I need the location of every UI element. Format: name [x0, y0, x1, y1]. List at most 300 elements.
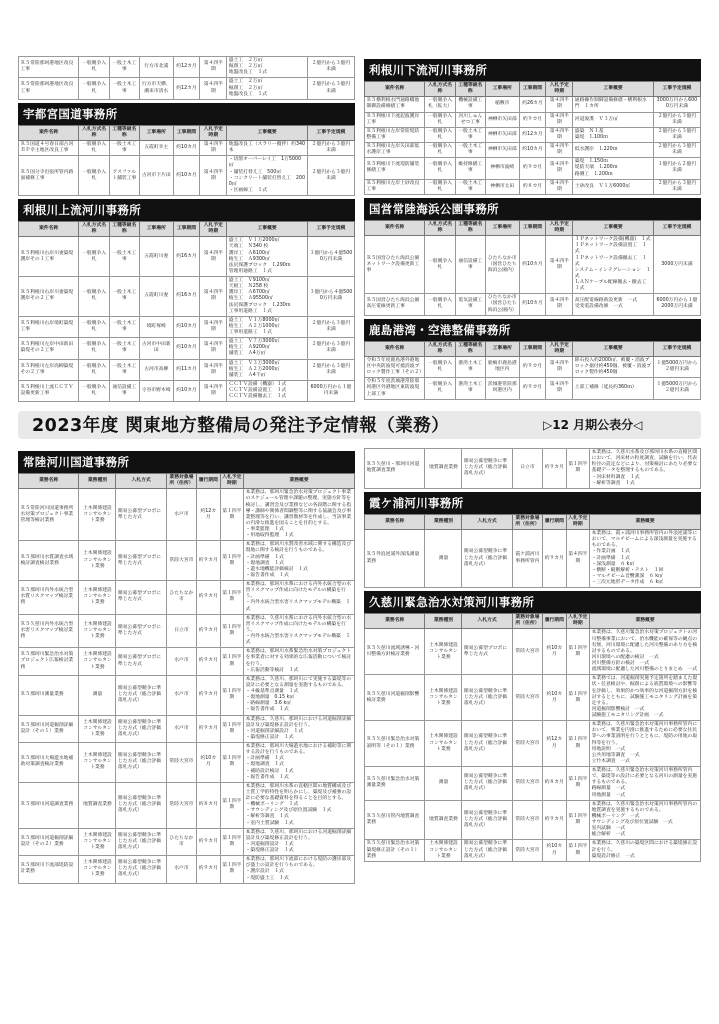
table-row	[19, 338, 355, 359]
table-row	[19, 380, 355, 401]
table-cell: 簡易公募型競争に準じた方式（総合評価落札方式）	[462, 767, 512, 801]
table-cell: 第４四半期	[566, 530, 590, 588]
table-cell: Ｒ５久慈川河道掘削影響検討業務	[365, 675, 425, 721]
table-cell: 土木関係建設コンサルタント業務	[79, 743, 116, 783]
table-row	[365, 143, 701, 158]
banner-title: 2023年度 関東地方整備局の発注予定情報（業務）	[32, 416, 450, 436]
table-cell: 第１四半期	[566, 721, 590, 767]
column-header: 入札方式名称	[79, 125, 109, 140]
table-cell: Ｒ５那珂川河道調査業務	[19, 782, 79, 828]
table-cell: Ｒ５国分寺出張所管内路面補修工事	[19, 156, 79, 196]
table-cell: ＣＣＴＶ設備（機器）１式 ＣＣＴＶ設備設置工 １式 ＣＣＴＶ設備撤去工 １式	[227, 380, 308, 401]
column-header: 業務種別	[425, 514, 462, 529]
table-cell: 6000万円から１億円未満	[307, 380, 354, 401]
table-cell: 茨城港常陸那珂港区内	[485, 378, 519, 399]
table-cell: 約９カ月	[197, 541, 221, 581]
column-header: 工事期間	[519, 341, 546, 356]
table-cell: 約12カ月	[519, 127, 546, 142]
table-cell: 本業務は、那珂川下流部における堤防の護岸部及び盛土の設計を行うものである。 ・護岸設計 １式 ・堤防盛土工 １式	[244, 856, 355, 884]
table-cell: 約10カ月	[519, 236, 546, 294]
column-header: 工種等級名称	[109, 222, 139, 237]
table-cell: 第１四半期	[220, 675, 244, 715]
table-cell: 第４四半期	[546, 236, 573, 294]
table-row	[365, 236, 701, 294]
table-row	[19, 675, 355, 715]
table-cell: 築堤 Ｌ150ｍ 堤防天端 Ｌ200ｍ 路側工 Ｌ200ｍ	[573, 158, 654, 179]
table-cell: 一般競争入札	[425, 356, 455, 377]
table-cell: 盛築 Ｎ１基 築堤 Ｌ100ｍ	[573, 127, 654, 142]
table-cell: Ｒ５那珂川大場遊水地補助対策調査検討業務	[19, 743, 79, 783]
table-cell: 境町塚崎	[139, 316, 173, 337]
table-cell: 第１四半期	[220, 828, 244, 856]
table-header-row	[365, 341, 701, 356]
table-cell: １億5000万円から２億円未満	[653, 356, 700, 377]
table-row	[19, 277, 355, 317]
table-row	[19, 743, 355, 783]
table-cell: 水戸市	[166, 648, 196, 676]
table-cell: Ｒ５利根川右岸境町築堤工事	[19, 316, 79, 337]
table-cell: 一般土木工事	[109, 359, 139, 380]
table-row	[19, 316, 355, 337]
column-header: 工事概要	[573, 82, 654, 97]
left-bottom-column	[18, 448, 355, 884]
table-cell: 土木関係建設コンサルタント業務	[79, 489, 116, 541]
table-cell: 常陸大宮市	[512, 800, 542, 840]
table-cell: Ｒ５久慈川内外水統合型水害リスクマップ検討業務	[19, 614, 79, 648]
table-cell: Ｒ５那珂川下流部堤防設計業務	[19, 856, 79, 884]
table-cell: 一般競争入札	[425, 143, 455, 158]
table-cell: 土木関係建設コンサルタント業務	[425, 629, 462, 675]
table-cell: Ｒ５利根川左岸矢田部低水護岸工事	[365, 143, 425, 158]
table-row	[365, 800, 701, 840]
table-cell: 一般競争入札	[79, 57, 109, 78]
column-header: 業務種別	[425, 614, 462, 629]
office-section-header: 霞ケ浦河川事務所	[364, 492, 701, 514]
table-cell: 第１四半期	[220, 782, 244, 828]
table-row	[365, 158, 701, 179]
column-header: 業務概要	[590, 614, 701, 629]
table-cell: 約10カ月	[543, 629, 567, 675]
right-bottom-column	[364, 448, 701, 862]
office-section-header: 常陸河川国道事務所	[18, 451, 355, 473]
table-cell: 約11カ月	[173, 359, 200, 380]
bid-table	[364, 514, 701, 588]
table-cell: 簡易公募型競争に準じた方式（総合評価落札方式）	[116, 715, 166, 743]
table-cell: 守谷市野木崎	[139, 380, 173, 401]
table-cell: 地質調査業務	[79, 782, 116, 828]
table-cell: 簡易公募型競争に準じた方式（総合評価落札方式）	[116, 828, 166, 856]
table-row	[19, 856, 355, 884]
table-cell: 古河市高柳	[139, 359, 173, 380]
table-cell: 本業務は、那珂川水系における内外水統合型の水害リスクマップ作成に向けたモデルの構築を行う。 ・内外水統合型水害リスクマップモデル構築 １式	[244, 581, 355, 615]
table-cell: 一般競争入札	[425, 378, 455, 399]
table-cell: 第４四半期	[546, 112, 573, 127]
table-cell: Ｒ５外浪逆浦外深浅測量業務	[365, 530, 425, 588]
column-header: 工事概要	[573, 220, 654, 235]
table-cell: Ｒ５利根川下流起波護岸工事	[365, 112, 425, 127]
table-row	[19, 57, 355, 78]
table-cell: 本業務は、久慈川、那珂川にて実施する築堤等の設計に必要となる測量を実施するものである。 ・４級基準点測量 １式 ・現地測量 0.15 k㎡ ・路線測量 3.6 k㎡ ・報告書作成 １式	[244, 675, 355, 715]
table-cell: 本業務は、久慈川、那珂川における河道掘削詳細設計及び築堤修正設計を行う。 ・河道掘削設計 １式 ・築堤修正設計 １式	[244, 828, 355, 856]
column-header: 入札予定時期	[546, 341, 573, 356]
column-header: 工事場所	[485, 82, 519, 97]
table-cell: 一般競争入札	[79, 141, 109, 156]
table-cell: 日立市	[166, 614, 196, 648]
table-cell: 除石投入約2000㎡、被覆・消波ブロック据付約450個、被覆・消波ブロック製作約450個	[573, 356, 654, 377]
office-section-header: 国営常陸海浜公園事務所	[364, 198, 701, 220]
table-cell: 第４四半期	[546, 97, 573, 112]
table-row	[365, 179, 701, 194]
column-header: 入札方式	[462, 614, 512, 629]
bid-table	[364, 341, 701, 400]
table-cell: 約12カ月	[197, 489, 221, 541]
table-cell: 行方市天横、潮来市清水	[139, 78, 173, 99]
table-cell: 水戸市	[166, 675, 196, 715]
column-header: 工事場所	[485, 220, 519, 235]
table-cell: 本業務は、那珂川水系の直轄区間の地質構成及び土質工学的特性を明らかにし、築堤及び補強の設計に必要な基礎資料を得ることを目的とする。 ・機械ボーリング １式 ・サウンディング及び原位置試験 １式 ・解析等調査 １式 ・室内土質試験 １式	[244, 782, 355, 828]
table-cell: 水戸市	[166, 489, 196, 541]
table-cell: 稲敷市	[485, 97, 519, 112]
table-cell: 約９カ月	[543, 449, 567, 489]
column-header: 工事概要	[227, 125, 308, 140]
office-section-header: 鹿島港湾・空港整備事務所	[364, 319, 701, 341]
table-cell: 第１四半期	[566, 800, 590, 840]
table-row	[365, 294, 701, 315]
table-cell: 簡易公募型プロポに準じた方式	[116, 648, 166, 676]
table-cell: 行方市北浦	[139, 57, 173, 78]
table-cell: 簡易公募型競争に準じた方式（総合評価落札方式）	[462, 675, 512, 721]
table-cell: アスファルト舗装工事	[109, 156, 139, 196]
table-cell: 約９カ月	[197, 581, 221, 615]
table-cell: 第１四半期	[220, 581, 244, 615]
table-cell: 古河市中田新田	[139, 338, 173, 359]
table-cell: 一般土木工事	[109, 277, 139, 317]
table-cell: 簡易公募型プロポに準じた方式	[116, 614, 166, 648]
table-cell: 盛土工 ２万㎥ 掘削工 ２万㎥ 地盤改良工 １式	[227, 57, 308, 78]
table-cell: 約10カ月	[173, 141, 200, 156]
table-cell: Ｒ５国営ひたち海浜公園ネットワーク設備更新工事	[365, 236, 425, 294]
bulletin-banner	[18, 411, 701, 439]
table-cell: 土木関係建設コンサルタント業務	[79, 541, 116, 581]
table-cell: 約９カ月	[519, 158, 546, 179]
table-cell: ２億円から３億円未満	[653, 179, 700, 194]
table-header-row	[19, 125, 355, 140]
table-row	[365, 530, 701, 588]
table-cell: 神栖市矢田部	[485, 127, 519, 142]
table-cell: 一般競争入札	[79, 380, 109, 401]
table-cell: 高圧配電線路新設更新 一式 受変電設備改修 一式	[573, 294, 654, 315]
column-header: 工事予定規模	[307, 125, 354, 140]
column-header: 案件名称	[19, 125, 79, 140]
table-cell: 約10カ月	[519, 294, 546, 315]
table-cell: ひたちなか市	[166, 828, 196, 856]
bid-table	[18, 56, 355, 100]
table-cell: Ｒ５那珂川河道掘削詳細設計（その１）業務	[19, 715, 79, 743]
table-cell: 第１四半期	[566, 767, 590, 801]
table-cell: 地質調査業務	[425, 800, 462, 840]
table-cell: 一般競争入札	[79, 316, 109, 337]
column-header: 工事概要	[573, 341, 654, 356]
table-cell: 一般競争入札	[425, 112, 455, 127]
table-cell: Ｒ５国営ひたち海浜公園高圧電線更新工事	[365, 294, 425, 315]
table-cell: Ｒ５久慈川・那珂川河道地質調査業務	[365, 449, 425, 489]
table-cell: 簡易公募型競争に準じた方式（総合評価落札方式）	[462, 721, 512, 767]
table-header-row	[365, 82, 701, 97]
table-cell: Ｒ５那珂川河道掘削詳細設計（その２）業務	[19, 828, 79, 856]
table-cell: 第１四半期	[220, 541, 244, 581]
table-cell: Ｒ５久慈川緊急治水対策説明等（その１）業務	[365, 721, 425, 767]
table-cell: 第１四半期	[220, 743, 244, 783]
table-cell: 測量	[79, 675, 116, 715]
table-cell: 約16カ月	[173, 237, 200, 277]
table-cell: 約10カ月	[173, 338, 200, 359]
table-cell: 一般土木工事	[455, 143, 485, 158]
table-cell: 約８カ月	[519, 179, 546, 194]
table-cell: 第４四半期	[546, 143, 573, 158]
table-row	[19, 782, 355, 828]
table-row	[19, 489, 355, 541]
table-row	[365, 675, 701, 721]
table-cell: 簡易公募型競争に準じた方式（総合評価落札方式）	[116, 782, 166, 828]
table-cell: ひたちなか市	[166, 581, 196, 615]
column-header: 工事予定規模	[307, 222, 354, 237]
table-cell: 水戸市	[166, 856, 196, 884]
table-row	[19, 141, 355, 156]
table-cell: 第１四半期	[220, 648, 244, 676]
table-cell: ひたちなか市（国営ひたち海浜公園内）	[485, 236, 519, 294]
table-cell: 港湾土木工事	[455, 378, 485, 399]
table-cell: 簡易公募型競争に準じた方式（総合評価落札方式）	[462, 530, 512, 588]
table-cell: 第４四半期	[200, 338, 227, 359]
table-cell: 一般競争入札	[425, 158, 455, 179]
table-cell: 土木関係建設コンサルタント業務	[425, 675, 462, 721]
column-header: 入札方式名称	[425, 82, 455, 97]
table-cell: 水戸市	[166, 715, 196, 743]
table-cell: １億5000万円から２億円未満	[653, 378, 700, 399]
table-cell: 第４四半期	[200, 277, 227, 317]
table-cell: 盛土工 Ｖ9100㎥ 天板工 Ｎ258 校 護岸工 Ａ6700㎡ 植生工 Ａ95500㎡ 法尻保護ブロック Ｌ230ｍ 工事用道路工 １式	[227, 277, 308, 317]
table-row	[365, 840, 701, 861]
table-cell: 維持修繕工事	[455, 158, 485, 179]
column-header: 業務名称	[365, 614, 425, 629]
column-header: 工事期間	[173, 222, 200, 237]
table-cell: 本業務は、久慈川水系における内外水統合型の水害リスクマップ作成に向けたモデルの構築を行う。 ・内外水統合型水害リスクマップモデル構築 １式	[244, 614, 355, 648]
table-cell: 簡易公募型プロポに準じた方式	[462, 629, 512, 675]
column-header: 案件名称	[365, 82, 425, 97]
column-header: 入札方式	[462, 514, 512, 529]
table-row	[365, 629, 701, 675]
table-cell: Ｒ５那珂川内外水統合型水質リスクマップ検討業務	[19, 581, 79, 615]
table-cell: 第４四半期	[200, 237, 227, 277]
column-header: 入札方式名称	[79, 222, 109, 237]
column-header: 履行期間	[543, 614, 567, 629]
table-cell: Ｒ５横利根水門通路橋他制御設備修繕工事	[365, 97, 425, 112]
table-cell: 簡易公募型競争に準じた方式（総合評価落札方式）	[462, 840, 512, 861]
table-cell: 盛土工 Ｖ１万2000㎥ 天端工 Ｎ340 校 護岸工 Ａ6100㎡ 植生工 Ａ9300㎡ 法尻保護ブロック Ｌ290ｍ 管理用通路工 １式	[227, 237, 308, 277]
table-cell: 一般競争入札	[425, 127, 455, 142]
table-cell: 第４四半期	[546, 378, 573, 399]
table-cell: Ｒ５久慈川緊急治水対策築堤修正設計（その１）業務	[365, 840, 425, 861]
table-cell: 約９カ月	[543, 800, 567, 840]
table-cell: 第１四半期	[566, 629, 590, 675]
table-cell: ２億円から３億円未満	[307, 359, 354, 380]
table-cell: 簡易公募型競争に準じた方式（総合評価落札方式）	[116, 675, 166, 715]
table-cell: Ｒ５常陸那珂港地区改良工事	[19, 57, 79, 78]
table-cell: 約16カ月	[173, 277, 200, 317]
table-cell: 土木関係建設コンサルタント業務	[79, 828, 116, 856]
table-cell: Ｒ５久慈川管内地質調査業務	[365, 800, 425, 840]
table-cell: 約10カ月	[197, 743, 221, 783]
table-row	[19, 541, 355, 581]
table-cell: 霞ケ浦河川事務所管内	[512, 530, 542, 588]
table-cell: 約10カ月	[173, 156, 200, 196]
table-cell: 約９カ月	[197, 715, 221, 743]
table-cell: 第４四半期	[546, 179, 573, 194]
column-header: 入札予定時期	[566, 514, 590, 529]
table-row	[365, 767, 701, 801]
table-cell: 第１四半期	[566, 449, 590, 489]
table-cell: 一般土木工事	[455, 127, 485, 142]
table-cell: Ｒ５那珂川水質調査水域検討調査検討業務	[19, 541, 79, 581]
table-cell: 一般競争入札	[425, 236, 455, 294]
table-cell: Ｒ５常陸那珂港地区改良工事	[19, 78, 79, 99]
table-cell: 約12カ月	[173, 57, 200, 78]
bid-table	[364, 81, 701, 195]
table-cell: 一般競争入札	[79, 156, 109, 196]
table-cell: 約８カ月	[543, 767, 567, 801]
table-row	[365, 449, 701, 489]
table-row	[365, 378, 701, 399]
table-row	[365, 112, 701, 127]
table-row	[365, 97, 701, 112]
table-cell: 簡易公募型競争に準じた方式（総合評価落札方式）	[462, 449, 512, 489]
table-cell: ３億円から４億5000万円未満	[307, 237, 354, 277]
table-cell: 約９カ月	[197, 648, 221, 676]
table-cell: 本業務では、河道掘削実施予定箇所を踏まえた現状・任意検討や、掘削による底質環境への影響等を評価し、効果的かつ効率的な河道掘削方針を検討するとともに、試験施工モニタリング計画を策定する。 河道掘削影響検討 一式 試験施工モニタリング計画 一式	[590, 675, 701, 721]
column-header: 案件名称	[365, 341, 425, 356]
table-cell: 河道浚渫 Ｖ３万㎥	[573, 112, 654, 127]
table-cell: 簡易公募型プロポに準じた方式	[116, 581, 166, 615]
table-cell: ３億円から４億5000万円未満	[307, 277, 354, 317]
table-row	[19, 715, 355, 743]
table-cell: 電気設備工事	[455, 294, 485, 315]
column-header: 工事予定規模	[653, 220, 700, 235]
table-cell: ひたちなか市（国営ひたち海浜公園内）	[485, 294, 519, 315]
bid-table	[364, 613, 701, 862]
table-cell: 簡易公募型競争に準じた方式（総合評価落札方式）	[116, 856, 166, 884]
table-cell: Ｒ５利根川左岸土砂改良工事	[365, 179, 425, 194]
table-cell: 約９カ月	[197, 856, 221, 884]
table-cell: ２億円から３億円未満	[307, 78, 354, 99]
table-cell: 土木関係建設コンサルタント業務	[79, 715, 116, 743]
column-header: 工事場所	[139, 222, 173, 237]
table-row	[19, 156, 355, 196]
table-cell: 鹿嶋市鹿島港地区内	[485, 356, 519, 377]
table-cell: 通路操作制御設備修繕・横利根水門 １カ所	[573, 97, 654, 112]
table-cell: 3000万円から6000万円未満	[653, 97, 700, 112]
column-header: 工事期間	[519, 82, 546, 97]
table-cell: 一般競争入札	[425, 179, 455, 194]
column-header: 工事期間	[173, 125, 200, 140]
table-cell: 一般土木工事	[109, 316, 139, 337]
table-cell: 第４四半期	[200, 359, 227, 380]
table-cell: 一般競争入札	[79, 237, 109, 277]
table-cell: １億円から２億円未満	[653, 158, 700, 179]
column-header: 工事場所	[139, 125, 173, 140]
table-row	[365, 356, 701, 377]
column-header: 工種等級名称	[455, 220, 485, 235]
table-cell: 3000万円未満	[653, 236, 700, 294]
table-cell: 第４四半期	[200, 78, 227, 99]
table-cell: 約10カ月	[519, 143, 546, 158]
table-cell: Ｒ５利根川右岸川妻築堤護岸その２工事	[19, 277, 79, 317]
table-cell: 地盤改良工（スラリー攪拌）約340本	[227, 141, 308, 156]
table-cell: 本業務は、霞ヶ浦河川事務所管内の外浪逆浦等において、マルチビームによる深浅測量を実施するものである。 ・作業計画 １式 ・計画準備 １式 ・深浅測量 ６ k㎡ ・横断・縦断解析・テスト １回 ・マルチビーム音響測深 ６ k㎡ ・三次元地形データ作成 ６ k㎡	[590, 530, 701, 588]
table-cell: 約10カ月	[173, 380, 200, 401]
table-cell: 一般競争入札	[425, 294, 455, 315]
column-header: 工事概要	[227, 222, 308, 237]
table-cell: ２億円から３億円未満	[307, 141, 354, 156]
table-cell: 約９カ月	[519, 356, 546, 377]
table-cell: 本業務は、久慈川、那珂川における河道掘削詳細設計及び築堤修正設計を行う。 ・河道掘削詳細設計 １式 ・築堤修正設計 １式	[244, 715, 355, 743]
table-cell: 地質調査業務	[425, 449, 462, 489]
table-cell: 本業務は、久慈川緊急治水対策河川事務所管内で、築堤等の設計に必要となる河川の測量を実施するものである。 路線測量 一式 用地測量 一式	[590, 767, 701, 801]
table-cell: ２億円から３億円未満	[653, 143, 700, 158]
column-header: 工種等級名称	[455, 341, 485, 356]
table-cell: 盛土工 Ｖ１万8000㎥ 植生工 Ａ２万1000㎡ 工事用道路工 １式	[227, 316, 308, 337]
table-cell: 約12カ月	[543, 721, 567, 767]
bid-table	[364, 448, 701, 489]
table-cell: 約10カ月	[543, 675, 567, 721]
column-header: 入札予定時期	[546, 82, 573, 97]
table-cell: 常陸大宮市	[166, 743, 196, 783]
table-cell: 令和５年度鹿島港外港地区中央防波堤可撓消波ブロック製作工事（その２）	[365, 356, 425, 377]
table-cell: 一般競争入札	[79, 338, 109, 359]
table-cell: 約８カ月	[197, 782, 221, 828]
table-cell: Ｒ５久慈川流域誘導・河川整備方針検討業務	[365, 629, 425, 675]
table-cell: 約９カ月	[543, 530, 567, 588]
table-cell: 低水護岸 Ｌ220ｍ	[573, 143, 654, 158]
table-cell: 約９カ月	[519, 378, 546, 399]
column-header: 業務種別	[79, 474, 116, 489]
table-cell: Ｒ５国道４号春日部古河ＢＰ幸主地区改良工事	[19, 141, 79, 156]
office-section-header: 宇都宮国道事務所	[18, 103, 355, 125]
table-row	[365, 127, 701, 142]
office-section-header: 久慈川緊急治水対策河川事務所	[364, 591, 701, 613]
table-row	[19, 581, 355, 615]
table-cell: 盛土工 Ｖ７万3000㎥ 植生工 Ａ9200㎡ 舗装工 Ａ4万㎡	[227, 338, 308, 359]
table-cell: 第４四半期	[200, 316, 227, 337]
table-row	[19, 648, 355, 676]
table-cell: Ｒ５常陸河川国道事務所水対策プロジェクト事業管理等検討業務	[19, 489, 79, 541]
table-cell: 土木関係建設コンサルタント業務	[425, 840, 462, 861]
table-cell: 常陸大宮市	[512, 840, 542, 861]
table-cell: 第４四半期	[546, 356, 573, 377]
table-cell: 一般競争入札	[79, 359, 109, 380]
column-header: 業務概要	[590, 514, 701, 529]
table-cell: 第４四半期	[200, 380, 227, 401]
table-cell: Ｒ５利根川左岸常陸堤防整備工事	[365, 127, 425, 142]
table-cell: 第１四半期	[220, 489, 244, 541]
table-cell: 簡易公募型プロポに準じた方式	[116, 489, 166, 541]
table-header-row	[365, 614, 701, 629]
table-cell: 簡易公募型プロポに準じた方式	[116, 541, 166, 581]
column-header: 業務対象場所（住所）	[512, 614, 542, 629]
table-cell: 通信設備工事	[109, 380, 139, 401]
table-cell: 第４四半期	[200, 156, 227, 196]
table-header-row	[365, 220, 701, 235]
table-cell: 上部工補修（延長約360ｍ）	[573, 378, 654, 399]
